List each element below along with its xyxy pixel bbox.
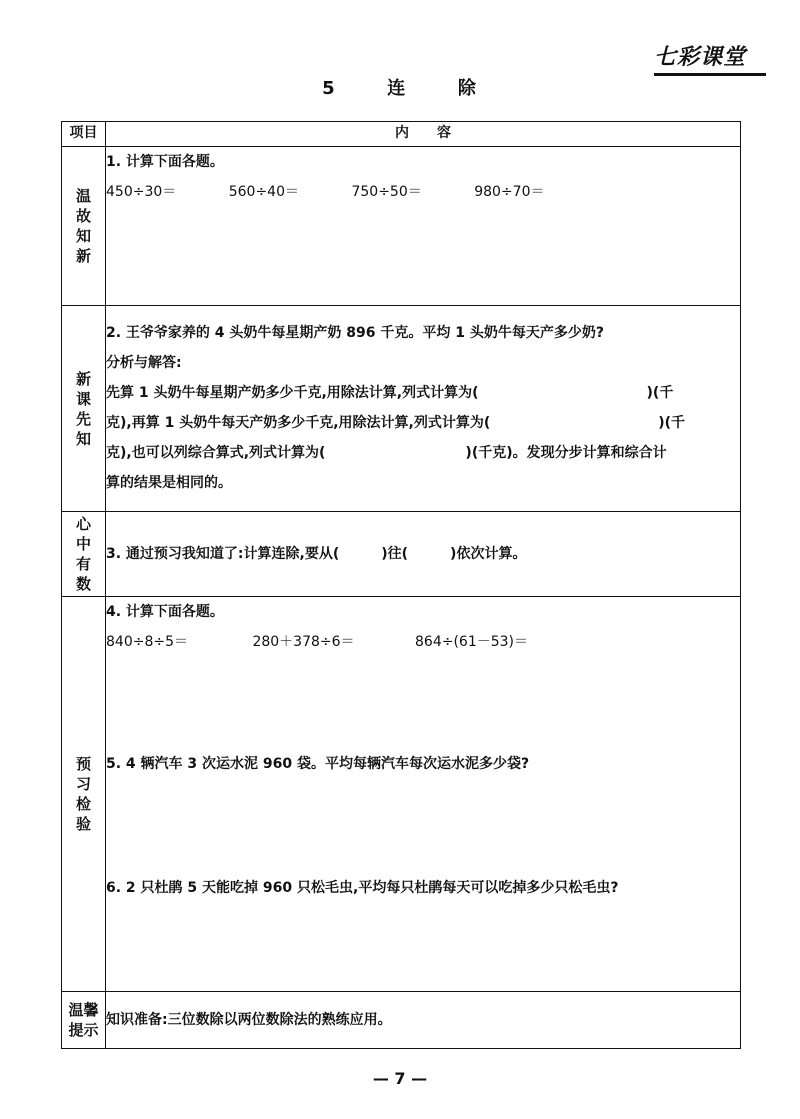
expression: 280＋378÷6＝ xyxy=(252,634,355,650)
section-label: 心中有数 xyxy=(75,515,91,593)
expression: 750÷50＝ xyxy=(351,184,422,200)
expressions-4 xyxy=(106,627,740,657)
expression: 560÷40＝ xyxy=(228,184,300,200)
section-tips xyxy=(62,992,741,1049)
header-item: 项目 xyxy=(62,122,106,147)
section-new-lesson xyxy=(62,306,741,512)
analysis-line: 算的结果是相同的。 xyxy=(106,475,232,491)
analysis-line: 克),再算 1 头奶牛每天产奶多少千克,用除法计算,列式计算为( )(千 xyxy=(106,415,686,431)
question-2: 2. 王爷爷家养的 4 头奶牛每星期产奶 896 千克。平均 1 头奶牛每天产多少奶? xyxy=(106,325,605,341)
title-part2: 除 xyxy=(457,78,478,99)
page-title xyxy=(0,74,800,100)
section-summary xyxy=(62,512,741,597)
header-content: 内 容 xyxy=(106,122,741,147)
question-1: 1. 计算下面各题。 xyxy=(106,154,224,170)
expression: 450÷30＝ xyxy=(106,184,177,200)
section-label: 新课先知 xyxy=(75,369,91,448)
page-number: — 7 — xyxy=(372,1069,428,1088)
analysis-line: 先算 1 头奶牛每星期产奶多少千克,用除法计算,列式计算为( )(千 xyxy=(106,385,674,401)
section-label: 温故知新 xyxy=(75,187,91,265)
question-6: 6. 2 只杜鹃 5 天能吃掉 960 只松毛虫,平均每只杜鹃每天可以吃掉多少只松毛虫? xyxy=(106,880,619,896)
lesson-number: 5 xyxy=(322,78,337,99)
expression: 864÷(61－53)＝ xyxy=(415,634,529,650)
question-4: 4. 计算下面各题。 xyxy=(106,604,224,620)
section-label: 温馨提示 xyxy=(68,1001,99,1039)
question-3: 3. 通过预习我知道了:计算连除,要从( )往( )依次计算。 xyxy=(106,546,527,562)
tip-text: 知识准备:三位数除以两位数除法的熟练应用。 xyxy=(106,1012,392,1028)
expression: 840÷8÷5＝ xyxy=(106,634,188,650)
title-part1: 连 xyxy=(387,78,408,99)
brand-logo: 七彩课堂 xyxy=(654,44,747,70)
worksheet-table xyxy=(61,121,741,1049)
section-label: 预习检验 xyxy=(75,755,91,833)
section-review xyxy=(62,147,741,306)
analysis-label: 分析与解答: xyxy=(106,355,182,371)
header-row xyxy=(62,122,741,147)
section-check xyxy=(62,597,741,992)
question-5: 5. 4 辆汽车 3 次运水泥 960 袋。平均每辆汽车每次运水泥多少袋? xyxy=(106,756,530,772)
expression: 980÷70＝ xyxy=(474,184,545,200)
analysis-line: 克),也可以列综合算式,列式计算为( )(千克)。发现分步计算和综合计 xyxy=(106,445,667,461)
expressions-1 xyxy=(106,177,740,207)
